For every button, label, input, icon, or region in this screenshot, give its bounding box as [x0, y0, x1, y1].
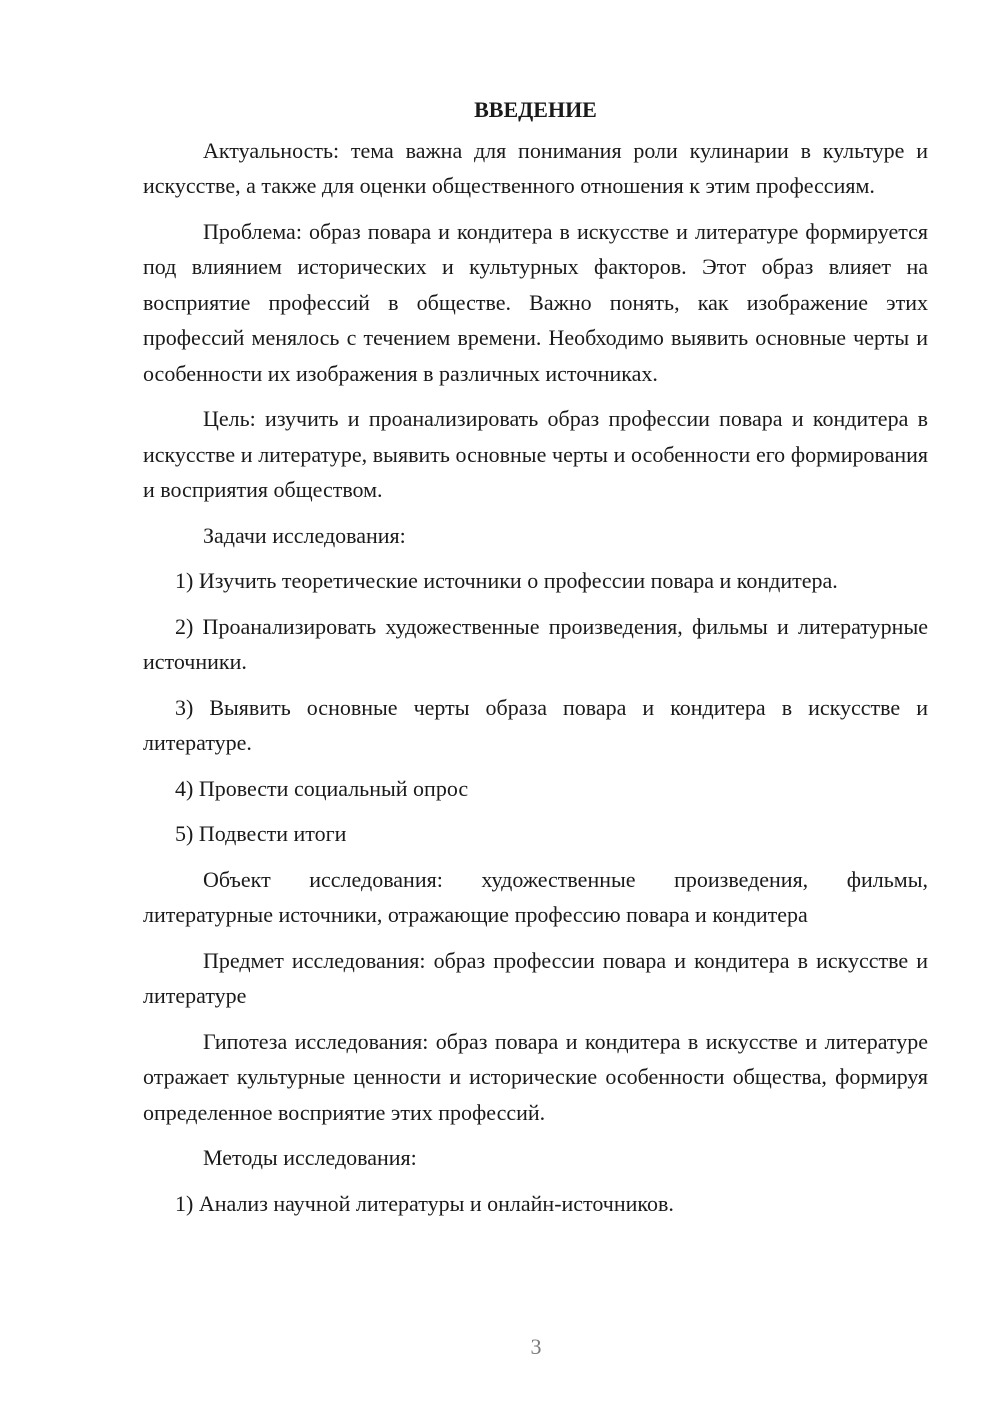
document-body	[143, 92, 928, 1231]
document-title: ВВЕДЕНИЕ	[474, 97, 597, 122]
task-item-1: 1) Изучить теоретические источники о профессии повара и кондитера.	[175, 568, 838, 593]
task-item-5: 5) Подвести итоги	[175, 821, 347, 846]
paragraph-problem: Проблема: образ повара и кондитера в искусстве и литературе формируется под влиянием исторических и культурных факторов. Этот образ влияет на восприятие профессий в обществе. Важно понять, как изображение этих профессий менялось с течением времени. Необходимо выявить основные черты и особенности их изображения в различных источниках.	[143, 218, 928, 386]
task-item-2: 2) Проанализировать художественные произведения, фильмы и литературные источники.	[143, 613, 928, 674]
method-item-1: 1) Анализ научной литературы и онлайн-источников.	[175, 1190, 674, 1216]
paragraph-relevance: Актуальность: тема важна для понимания роли кулинарии в культуре и искусстве, а также для оценки общественного отношения к этим профессиям.	[143, 137, 928, 198]
paragraph-subject: Предмет исследования: образ профессии повара и кондитера в искусстве и литературе	[143, 947, 928, 1008]
paragraph-hypothesis: Гипотеза исследования: образ повара и кондитера в искусстве и литературе отражает культурные ценности и исторические особенности общества, формируя определенное восприятие этих профессий.	[143, 1028, 928, 1125]
tasks-heading: Задачи исследования:	[203, 522, 406, 548]
paragraph-object: Объект исследования: художественные произведения, фильмы, литературные источники, отражающие профессию повара и кондитера	[143, 866, 928, 927]
paragraph-goal: Цель: изучить и проанализировать образ профессии повара и кондитера в искусстве и литературе, выявить основные черты и особенности его формирования и восприятия обществом.	[143, 406, 928, 502]
task-item-4: 4) Провести социальный опрос	[175, 775, 469, 801]
task-item-3: 3) Выявить основные черты образа повара и кондитера в искусстве и литературе.	[143, 694, 928, 755]
page-number: 3	[530, 1334, 542, 1359]
methods-heading: Методы исследования:	[203, 1145, 417, 1170]
